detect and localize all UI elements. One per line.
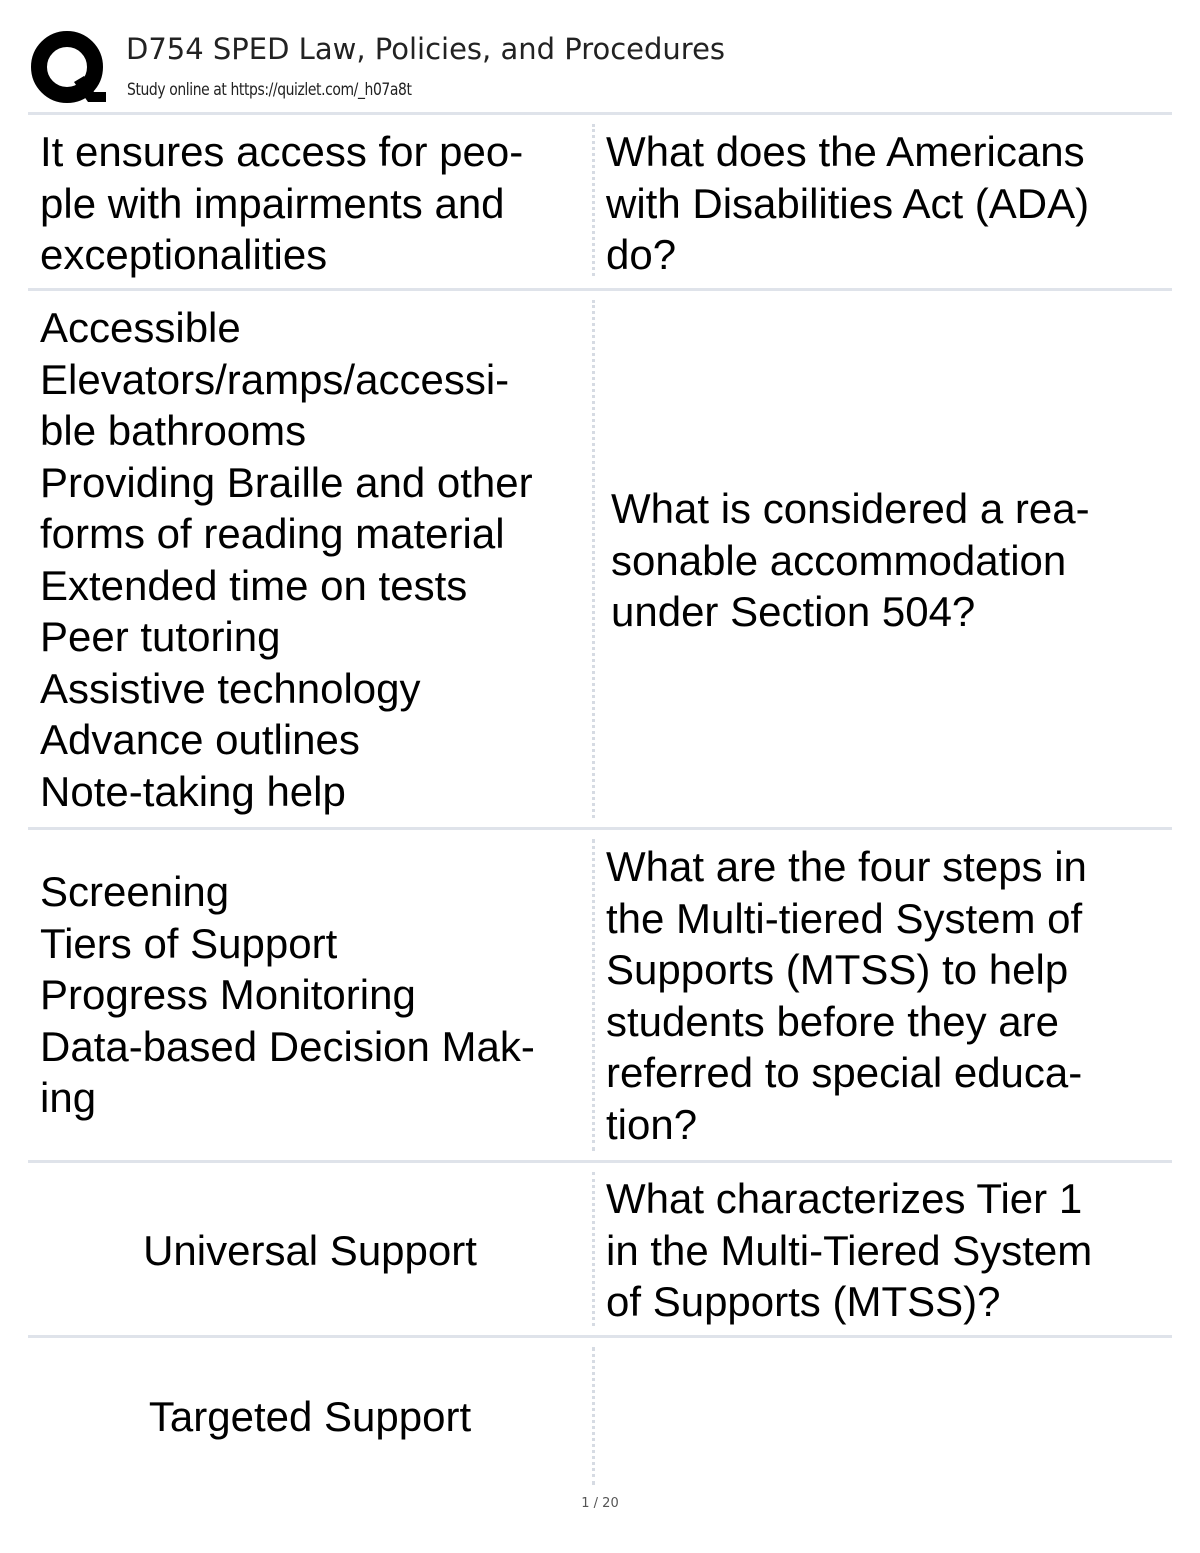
quizlet-logo-icon [30, 30, 108, 108]
term-line: ing [40, 1074, 97, 1121]
card-2-term [40, 302, 588, 817]
definition-line: referred to special educa- [606, 1049, 1083, 1096]
card-1-term [40, 126, 588, 281]
page-number: 1 / 20 [581, 1496, 619, 1511]
study-online-link-text[interactable]: Study online at https://quizlet.com/_h07a8t [127, 80, 412, 100]
card-1-definition [606, 126, 1166, 281]
card-4-term [28, 1225, 592, 1277]
term-line: Data-based Decision Mak- [40, 1022, 535, 1070]
card-3-definition [606, 841, 1166, 1150]
definition-line: tion? [606, 1100, 698, 1148]
definition-line: Supports (MTSS) to help [606, 946, 1069, 993]
term-line: Extended time on tests [40, 561, 468, 609]
term-line: Providing Braille and other [40, 458, 533, 506]
definition-line: What does the Americans [606, 128, 1085, 175]
term-line: Tiers of Support [40, 919, 338, 967]
term-line: Advance outlines [40, 716, 360, 763]
divider [28, 1335, 1172, 1338]
definition-line: students before they are [606, 997, 1059, 1045]
term-line: It ensures access for peo- [40, 128, 524, 175]
term-line: Universal Support [143, 1227, 477, 1274]
definition-line: What are the four steps in [606, 843, 1087, 890]
definition-line: do? [606, 231, 677, 278]
term-line: ble bathrooms [40, 407, 307, 454]
definition-line: sonable accommodation [611, 536, 1067, 584]
card-4-definition [606, 1173, 1166, 1328]
definition-line: What characterizes Tier 1 [606, 1175, 1083, 1222]
definition-line: under Section 504? [611, 588, 976, 635]
divider [28, 288, 1172, 291]
term-line: Note-taking help [40, 767, 346, 815]
page-header [0, 0, 1200, 112]
term-line: Elevators/ramps/accessi- [40, 355, 510, 403]
column-divider [592, 839, 595, 1151]
divider [28, 112, 1172, 115]
term-line: Targeted Support [148, 1393, 472, 1440]
definition-line: of Supports (MTSS)? [606, 1278, 1001, 1325]
term-line: Accessible [40, 304, 241, 351]
definition-line: in the Multi-Tiered System [606, 1226, 1093, 1274]
column-divider [592, 124, 595, 276]
divider [28, 1160, 1172, 1163]
divider [28, 827, 1172, 830]
document-title: D754 SPED Law, Policies, and Procedures [126, 32, 726, 66]
term-line: ple with impairments and [40, 179, 505, 227]
term-line: forms of reading material [40, 510, 505, 557]
card-5-term [28, 1391, 592, 1443]
term-line: Progress Monitoring [40, 971, 416, 1018]
term-line: Screening [40, 868, 230, 915]
card-3-term [40, 866, 588, 1124]
definition-line: the Multi-tiered System of [606, 894, 1083, 942]
card-2-definition [611, 483, 1171, 638]
term-line: Peer tutoring [40, 613, 281, 660]
term-line: Assistive technology [40, 664, 421, 712]
column-divider [592, 1172, 595, 1326]
definition-line: with Disabilities Act (ADA) [606, 179, 1090, 227]
term-line: exceptionalities [40, 231, 328, 278]
column-divider [592, 1347, 595, 1485]
definition-line: What is considered a rea- [611, 485, 1090, 532]
column-divider [592, 300, 595, 818]
